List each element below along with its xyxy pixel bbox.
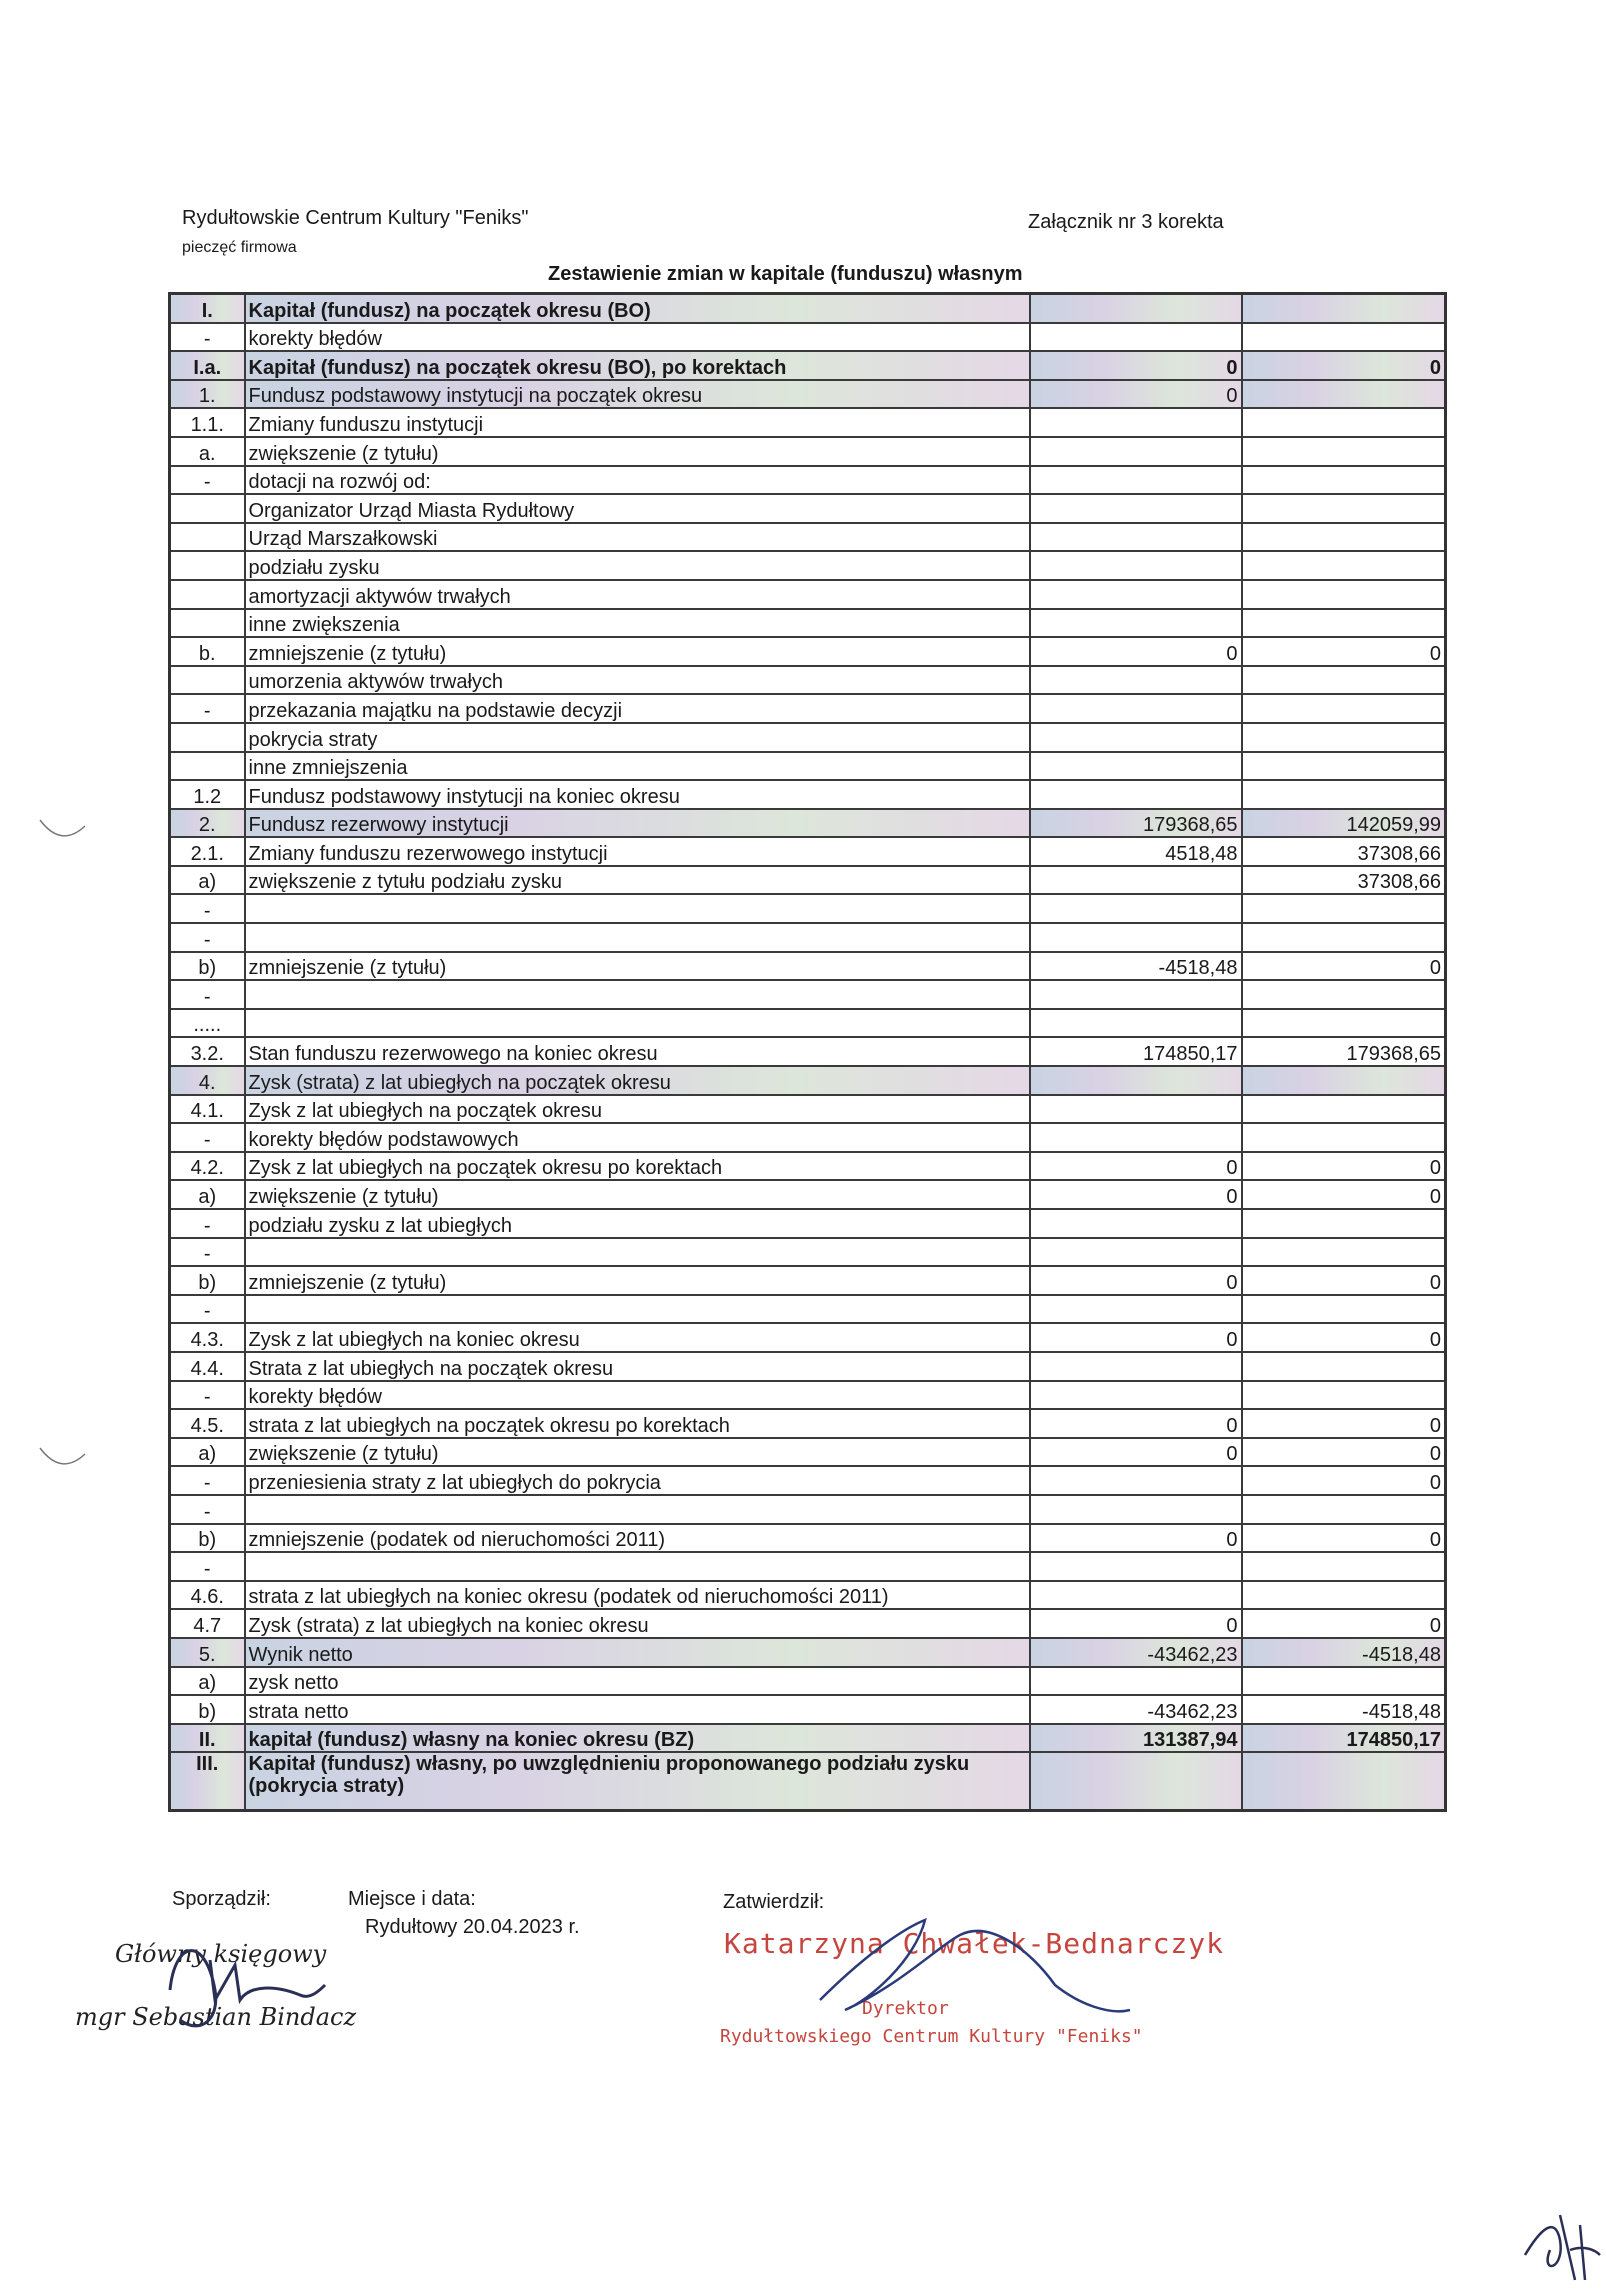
- value-current-period: [1030, 1066, 1242, 1095]
- row-number: -: [170, 466, 245, 495]
- table-row: [170, 837, 1446, 866]
- table-row: [170, 980, 1446, 1009]
- value-previous-period: [1242, 1123, 1446, 1152]
- row-number: 2.: [170, 809, 245, 838]
- value-current-period: -43462,23: [1030, 1695, 1242, 1724]
- value-current-period: 0: [1030, 637, 1242, 666]
- row-number: 1.1.: [170, 408, 245, 437]
- table-row: [170, 1323, 1446, 1352]
- row-label: Kapitał (fundusz) własny, po uwzględnieniu proponowanego podziału zysku (pokrycia straty): [245, 1752, 1030, 1811]
- row-number: -: [170, 894, 245, 923]
- row-number: [170, 494, 245, 523]
- row-label: Stan funduszu rezerwowego na koniec okresu: [245, 1037, 1030, 1066]
- row-label: [245, 1295, 1030, 1324]
- row-number: a.: [170, 437, 245, 466]
- value-previous-period: 174850,17: [1242, 1724, 1446, 1753]
- director-name-stamp: Katarzyna Chwałek-Bednarczyk: [724, 1927, 1225, 1960]
- row-label: inne zwiększenia: [245, 609, 1030, 638]
- row-label: dotacji na rozwój od:: [245, 466, 1030, 495]
- approved-by-label: Zatwierdził:: [723, 1891, 825, 1913]
- row-label: Fundusz podstawowy instytucji na początek okresu: [245, 380, 1030, 409]
- value-previous-period: 0: [1242, 1609, 1446, 1638]
- value-previous-period: [1242, 1009, 1446, 1038]
- company-stamp-label: pieczęć firmowa: [182, 239, 297, 256]
- table-row: [170, 1009, 1446, 1038]
- value-previous-period: [1242, 694, 1446, 723]
- table-row: [170, 1352, 1446, 1381]
- table-row: [170, 1667, 1446, 1696]
- row-label: zysk netto: [245, 1667, 1030, 1696]
- value-previous-period: [1242, 1238, 1446, 1267]
- binder-hole-mark-upper: [40, 820, 85, 836]
- value-current-period: [1030, 323, 1242, 352]
- row-label: [245, 923, 1030, 952]
- table-row: [170, 1095, 1446, 1124]
- row-label: Urząd Marszałkowski: [245, 523, 1030, 552]
- row-number: -: [170, 1495, 245, 1524]
- row-label: przekazania majątku na podstawie decyzji: [245, 694, 1030, 723]
- table-row: [170, 923, 1446, 952]
- row-label: Zysk z lat ubiegłych na koniec okresu: [245, 1323, 1030, 1352]
- table-row: [170, 809, 1446, 838]
- row-number: b): [170, 1695, 245, 1724]
- value-previous-period: 0: [1242, 1323, 1446, 1352]
- table-row: [170, 1123, 1446, 1152]
- row-number: 4.6.: [170, 1581, 245, 1610]
- row-label: Zysk z lat ubiegłych na początek okresu po korektach: [245, 1152, 1030, 1181]
- value-previous-period: 142059,99: [1242, 809, 1446, 838]
- table-row: [170, 1209, 1446, 1238]
- row-number: 2.1.: [170, 837, 245, 866]
- value-current-period: [1030, 494, 1242, 523]
- value-previous-period: [1242, 1667, 1446, 1696]
- table-row: [170, 294, 1446, 323]
- value-current-period: [1030, 1495, 1242, 1524]
- table-row: [170, 1037, 1446, 1066]
- row-label: Strata z lat ubiegłych na początek okresu: [245, 1352, 1030, 1381]
- value-current-period: 0: [1030, 1524, 1242, 1553]
- row-number: a): [170, 1667, 245, 1696]
- value-current-period: [1030, 609, 1242, 638]
- table-row: [170, 1381, 1446, 1410]
- table-row: [170, 523, 1446, 552]
- row-number: b): [170, 952, 245, 981]
- row-label: zmniejszenie (z tytułu): [245, 952, 1030, 981]
- row-number: -: [170, 1295, 245, 1324]
- director-institution-stamp: Rydułtowskiego Centrum Kultury "Feniks": [720, 2026, 1143, 2047]
- value-current-period: [1030, 752, 1242, 781]
- initials-scribble: [1525, 2215, 1600, 2280]
- value-previous-period: [1242, 1066, 1446, 1095]
- value-previous-period: 0: [1242, 1438, 1446, 1467]
- table-row: [170, 723, 1446, 752]
- row-number: -: [170, 1238, 245, 1267]
- row-label: inne zmniejszenia: [245, 752, 1030, 781]
- place-date-value: Rydułtowy 20.04.2023 r.: [365, 1916, 580, 1938]
- row-label: [245, 980, 1030, 1009]
- row-label: Fundusz rezerwowy instytucji: [245, 809, 1030, 838]
- row-label: podziału zysku: [245, 551, 1030, 580]
- row-number: 4.5.: [170, 1409, 245, 1438]
- row-label: strata netto: [245, 1695, 1030, 1724]
- accountant-name-stamp: mgr Sebastian Bindacz: [75, 2003, 357, 2031]
- value-previous-period: [1242, 1209, 1446, 1238]
- value-previous-period: [1242, 380, 1446, 409]
- value-previous-period: 179368,65: [1242, 1037, 1446, 1066]
- table-row: [170, 666, 1446, 695]
- row-number: [170, 551, 245, 580]
- row-number: I.: [170, 294, 245, 323]
- row-label: zwiększenie (z tytułu): [245, 437, 1030, 466]
- value-previous-period: [1242, 294, 1446, 323]
- value-current-period: [1030, 294, 1242, 323]
- table-row: [170, 466, 1446, 495]
- table-row: [170, 1638, 1446, 1667]
- row-number: I.a.: [170, 351, 245, 380]
- document-title: Zestawienie zmian w kapitale (funduszu) własnym: [548, 263, 1023, 285]
- table-row: [170, 351, 1446, 380]
- table-row: [170, 952, 1446, 981]
- value-previous-period: [1242, 1581, 1446, 1610]
- row-number: -: [170, 980, 245, 1009]
- row-number: 5.: [170, 1638, 245, 1667]
- table-row: [170, 1524, 1446, 1553]
- row-number: [170, 666, 245, 695]
- value-current-period: [1030, 666, 1242, 695]
- value-previous-period: 0: [1242, 1409, 1446, 1438]
- table-row: [170, 1695, 1446, 1724]
- value-current-period: [1030, 980, 1242, 1009]
- row-number: a): [170, 1438, 245, 1467]
- row-label: przeniesienia straty z lat ubiegłych do pokrycia: [245, 1466, 1030, 1495]
- table-row: [170, 866, 1446, 895]
- table-row: [170, 1495, 1446, 1524]
- row-number: -: [170, 694, 245, 723]
- row-number: 4.7: [170, 1609, 245, 1638]
- row-label: Fundusz podstawowy instytucji na koniec okresu: [245, 780, 1030, 809]
- row-number: 4.4.: [170, 1352, 245, 1381]
- row-label: Kapitał (fundusz) na początek okresu (BO), po korektach: [245, 351, 1030, 380]
- row-label: Zysk (strata) z lat ubiegłych na początek okresu: [245, 1066, 1030, 1095]
- value-previous-period: [1242, 723, 1446, 752]
- row-label: korekty błędów: [245, 323, 1030, 352]
- table-row: [170, 1752, 1446, 1811]
- value-current-period: [1030, 723, 1242, 752]
- row-label: [245, 1552, 1030, 1581]
- value-previous-period: [1242, 494, 1446, 523]
- table-row: [170, 1180, 1446, 1209]
- value-current-period: 0: [1030, 1409, 1242, 1438]
- table-row: [170, 494, 1446, 523]
- value-current-period: 0: [1030, 1152, 1242, 1181]
- row-label: [245, 894, 1030, 923]
- prepared-by-label: Sporządził:: [172, 1888, 271, 1910]
- row-label: kapitał (fundusz) własny na koniec okresu (BZ): [245, 1724, 1030, 1753]
- value-previous-period: [1242, 1552, 1446, 1581]
- value-current-period: 4518,48: [1030, 837, 1242, 866]
- value-previous-period: 37308,66: [1242, 837, 1446, 866]
- value-current-period: [1030, 1209, 1242, 1238]
- value-previous-period: [1242, 580, 1446, 609]
- value-current-period: [1030, 437, 1242, 466]
- value-current-period: [1030, 1552, 1242, 1581]
- value-previous-period: [1242, 1495, 1446, 1524]
- row-number: -: [170, 1123, 245, 1152]
- table-row: [170, 551, 1446, 580]
- value-previous-period: [1242, 523, 1446, 552]
- row-number: .....: [170, 1009, 245, 1038]
- value-current-period: [1030, 408, 1242, 437]
- value-previous-period: 0: [1242, 351, 1446, 380]
- row-label: Zysk z lat ubiegłych na początek okresu: [245, 1095, 1030, 1124]
- value-previous-period: [1242, 323, 1446, 352]
- row-label: pokrycia straty: [245, 723, 1030, 752]
- row-label: zmniejszenie (podatek od nieruchomości 2011): [245, 1524, 1030, 1553]
- row-number: II.: [170, 1724, 245, 1753]
- row-number: 4.: [170, 1066, 245, 1095]
- value-previous-period: 0: [1242, 1524, 1446, 1553]
- row-number: -: [170, 1466, 245, 1495]
- table-row: [170, 752, 1446, 781]
- row-label: strata z lat ubiegłych na początek okresu po korektach: [245, 1409, 1030, 1438]
- table-row: [170, 1152, 1446, 1181]
- equity-changes-table: [168, 292, 1447, 1812]
- table-row: [170, 408, 1446, 437]
- place-date-label: Miejsce i data:: [348, 1888, 476, 1910]
- table-row: [170, 894, 1446, 923]
- value-current-period: [1030, 551, 1242, 580]
- value-current-period: [1030, 1238, 1242, 1267]
- value-current-period: -43462,23: [1030, 1638, 1242, 1667]
- table-row: [170, 1238, 1446, 1267]
- value-previous-period: [1242, 666, 1446, 695]
- row-label: zmniejszenie (z tytułu): [245, 637, 1030, 666]
- row-number: [170, 752, 245, 781]
- row-label: Zmiany funduszu rezerwowego instytucji: [245, 837, 1030, 866]
- binder-hole-mark-lower: [40, 1448, 85, 1464]
- value-current-period: [1030, 694, 1242, 723]
- value-current-period: [1030, 1581, 1242, 1610]
- value-current-period: 0: [1030, 1438, 1242, 1467]
- table-row: [170, 1466, 1446, 1495]
- value-previous-period: [1242, 609, 1446, 638]
- row-number: a): [170, 866, 245, 895]
- table-row: [170, 1266, 1446, 1295]
- value-current-period: [1030, 1381, 1242, 1410]
- row-number: 3.2.: [170, 1037, 245, 1066]
- row-label: zwiększenie (z tytułu): [245, 1180, 1030, 1209]
- row-number: -: [170, 1381, 245, 1410]
- row-label: zwiększenie (z tytułu): [245, 1438, 1030, 1467]
- value-current-period: [1030, 580, 1242, 609]
- value-current-period: [1030, 780, 1242, 809]
- value-current-period: [1030, 894, 1242, 923]
- table-row: [170, 380, 1446, 409]
- value-previous-period: 0: [1242, 1266, 1446, 1295]
- row-number: -: [170, 323, 245, 352]
- row-number: -: [170, 923, 245, 952]
- value-previous-period: -4518,48: [1242, 1695, 1446, 1724]
- row-number: [170, 723, 245, 752]
- row-label: strata z lat ubiegłych na koniec okresu (podatek od nieruchomości 2011): [245, 1581, 1030, 1610]
- value-current-period: [1030, 1095, 1242, 1124]
- value-current-period: 0: [1030, 1180, 1242, 1209]
- value-previous-period: 0: [1242, 1180, 1446, 1209]
- value-previous-period: [1242, 1352, 1446, 1381]
- table-body: [170, 294, 1446, 1811]
- value-previous-period: 0: [1242, 1152, 1446, 1181]
- table-row: [170, 1438, 1446, 1467]
- table-row: [170, 1295, 1446, 1324]
- value-current-period: [1030, 1295, 1242, 1324]
- row-number: -: [170, 1552, 245, 1581]
- table-row: [170, 637, 1446, 666]
- row-number: 1.: [170, 380, 245, 409]
- row-label: korekty błędów podstawowych: [245, 1123, 1030, 1152]
- row-label: [245, 1009, 1030, 1038]
- value-previous-period: [1242, 1295, 1446, 1324]
- row-number: [170, 523, 245, 552]
- row-label: [245, 1495, 1030, 1524]
- value-current-period: [1030, 1009, 1242, 1038]
- value-previous-period: 37308,66: [1242, 866, 1446, 895]
- value-previous-period: [1242, 1752, 1446, 1811]
- table-row: [170, 1609, 1446, 1638]
- value-current-period: 0: [1030, 351, 1242, 380]
- value-previous-period: 0: [1242, 952, 1446, 981]
- value-previous-period: [1242, 752, 1446, 781]
- value-current-period: [1030, 523, 1242, 552]
- value-previous-period: [1242, 466, 1446, 495]
- value-current-period: 0: [1030, 1609, 1242, 1638]
- value-current-period: 179368,65: [1030, 809, 1242, 838]
- value-current-period: [1030, 1466, 1242, 1495]
- value-current-period: [1030, 923, 1242, 952]
- row-label: umorzenia aktywów trwałych: [245, 666, 1030, 695]
- value-current-period: -4518,48: [1030, 952, 1242, 981]
- value-current-period: [1030, 1667, 1242, 1696]
- value-current-period: [1030, 1352, 1242, 1381]
- attachment-label: Załącznik nr 3 korekta: [1028, 211, 1224, 233]
- row-label: [245, 1238, 1030, 1267]
- row-number: -: [170, 1209, 245, 1238]
- table-row: [170, 1066, 1446, 1095]
- value-previous-period: [1242, 980, 1446, 1009]
- value-current-period: [1030, 866, 1242, 895]
- row-label: Wynik netto: [245, 1638, 1030, 1667]
- table-row: [170, 1552, 1446, 1581]
- organization-name: Rydułtowskie Centrum Kultury "Feniks": [182, 207, 529, 229]
- row-label: Organizator Urząd Miasta Rydułtowy: [245, 494, 1030, 523]
- value-current-period: [1030, 466, 1242, 495]
- row-label: korekty błędów: [245, 1381, 1030, 1410]
- value-current-period: 0: [1030, 1266, 1242, 1295]
- value-current-period: 131387,94: [1030, 1724, 1242, 1753]
- accountant-title-stamp: Główny księgowy: [115, 1940, 327, 1968]
- row-number: [170, 580, 245, 609]
- table-row: [170, 609, 1446, 638]
- row-label: Kapitał (fundusz) na początek okresu (BO): [245, 294, 1030, 323]
- value-previous-period: 0: [1242, 637, 1446, 666]
- director-role-stamp: Dyrektor: [862, 1998, 949, 2019]
- table-row: [170, 323, 1446, 352]
- row-label: podziału zysku z lat ubiegłych: [245, 1209, 1030, 1238]
- row-label: zwiększenie z tytułu podziału zysku: [245, 866, 1030, 895]
- row-number: [170, 609, 245, 638]
- value-current-period: 0: [1030, 380, 1242, 409]
- value-previous-period: [1242, 437, 1446, 466]
- table-row: [170, 437, 1446, 466]
- value-previous-period: [1242, 894, 1446, 923]
- value-previous-period: [1242, 923, 1446, 952]
- value-previous-period: [1242, 1095, 1446, 1124]
- value-previous-period: 0: [1242, 1466, 1446, 1495]
- value-current-period: [1030, 1752, 1242, 1811]
- row-number: b): [170, 1266, 245, 1295]
- value-previous-period: [1242, 780, 1446, 809]
- value-previous-period: [1242, 551, 1446, 580]
- table-row: [170, 1581, 1446, 1610]
- row-number: b.: [170, 637, 245, 666]
- row-label: Zysk (strata) z lat ubiegłych na koniec okresu: [245, 1609, 1030, 1638]
- row-number: 1.2: [170, 780, 245, 809]
- table-row: [170, 780, 1446, 809]
- value-previous-period: -4518,48: [1242, 1638, 1446, 1667]
- table-row: [170, 1409, 1446, 1438]
- table-row: [170, 580, 1446, 609]
- row-number: b): [170, 1524, 245, 1553]
- value-current-period: [1030, 1123, 1242, 1152]
- table-row: [170, 694, 1446, 723]
- table-row: [170, 1724, 1446, 1753]
- row-number: 4.3.: [170, 1323, 245, 1352]
- row-number: 4.1.: [170, 1095, 245, 1124]
- row-number: 4.2.: [170, 1152, 245, 1181]
- row-number: III.: [170, 1752, 245, 1811]
- value-previous-period: [1242, 408, 1446, 437]
- row-label: amortyzacji aktywów trwałych: [245, 580, 1030, 609]
- value-previous-period: [1242, 1381, 1446, 1410]
- row-label: zmniejszenie (z tytułu): [245, 1266, 1030, 1295]
- value-current-period: 0: [1030, 1323, 1242, 1352]
- row-number: a): [170, 1180, 245, 1209]
- row-label: Zmiany funduszu instytucji: [245, 408, 1030, 437]
- value-current-period: 174850,17: [1030, 1037, 1242, 1066]
